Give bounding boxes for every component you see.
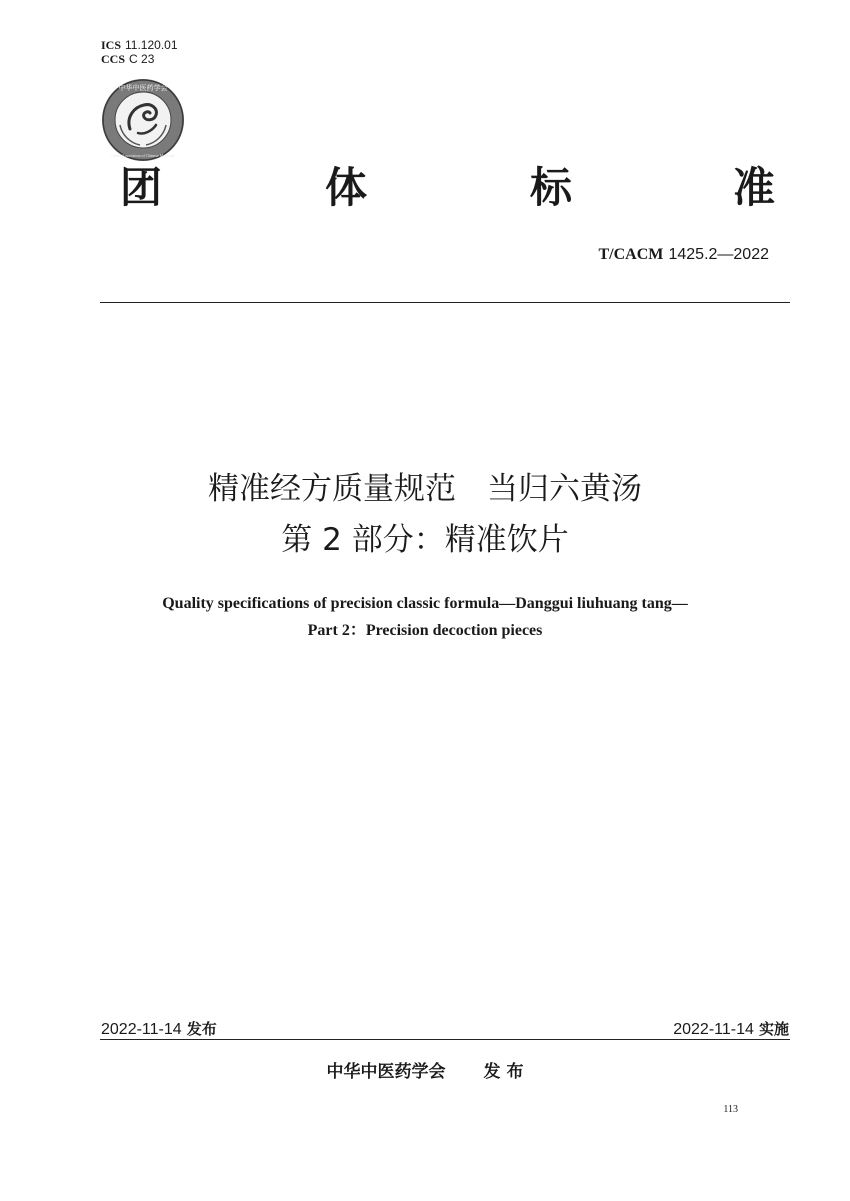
page-number: 113: [723, 1104, 738, 1115]
ics-code: [101, 38, 178, 52]
standard-type-char-1: 团: [120, 163, 163, 212]
seal-text-bottom: China Association of Chinese Medicine: [111, 153, 175, 158]
ccs-code: [101, 52, 178, 66]
standard-number: [598, 244, 769, 264]
title-cn-line-1: 精准经方质量规范 当归六黄汤: [208, 471, 642, 507]
title-cn-line-2: 第 2 部分：精准饮片: [281, 522, 569, 558]
classification-codes: [101, 38, 178, 66]
publisher-name: 中华中医药学会: [326, 1062, 446, 1082]
implement-date: [673, 1018, 789, 1039]
publisher-action: 发 布: [483, 1062, 524, 1082]
standard-type-char-4: 准: [733, 163, 776, 212]
header-divider: [100, 302, 790, 303]
issue-date-word: 发布: [186, 1020, 217, 1038]
ccs-value: C 23: [129, 52, 155, 66]
title-en-line-2: Part 2：Precision decoction pieces: [307, 622, 543, 639]
ics-value: 11.120.01: [125, 38, 178, 52]
title-en-line-1: Quality specifications of precision classic formula—Danggui liuhuang tang—: [162, 595, 688, 612]
implement-date-value: 2022-11-14: [673, 1021, 754, 1038]
publisher-line: [0, 1057, 850, 1082]
ics-label: ICS: [101, 38, 122, 52]
standard-type-char-3: 标: [530, 163, 573, 212]
implement-date-word: 实施: [758, 1020, 789, 1038]
association-seal-icon: [100, 77, 186, 163]
issue-date: [101, 1018, 217, 1039]
standard-code: 1425.2—2022: [668, 246, 769, 263]
ccs-label: CCS: [101, 52, 126, 66]
seal-text-top: 中华中医药学会: [118, 84, 168, 92]
standard-type-char-2: 体: [325, 163, 368, 212]
issue-date-value: 2022-11-14: [101, 1021, 182, 1038]
standard-prefix: T/CACM: [598, 246, 664, 263]
footer-divider: [100, 1039, 790, 1040]
